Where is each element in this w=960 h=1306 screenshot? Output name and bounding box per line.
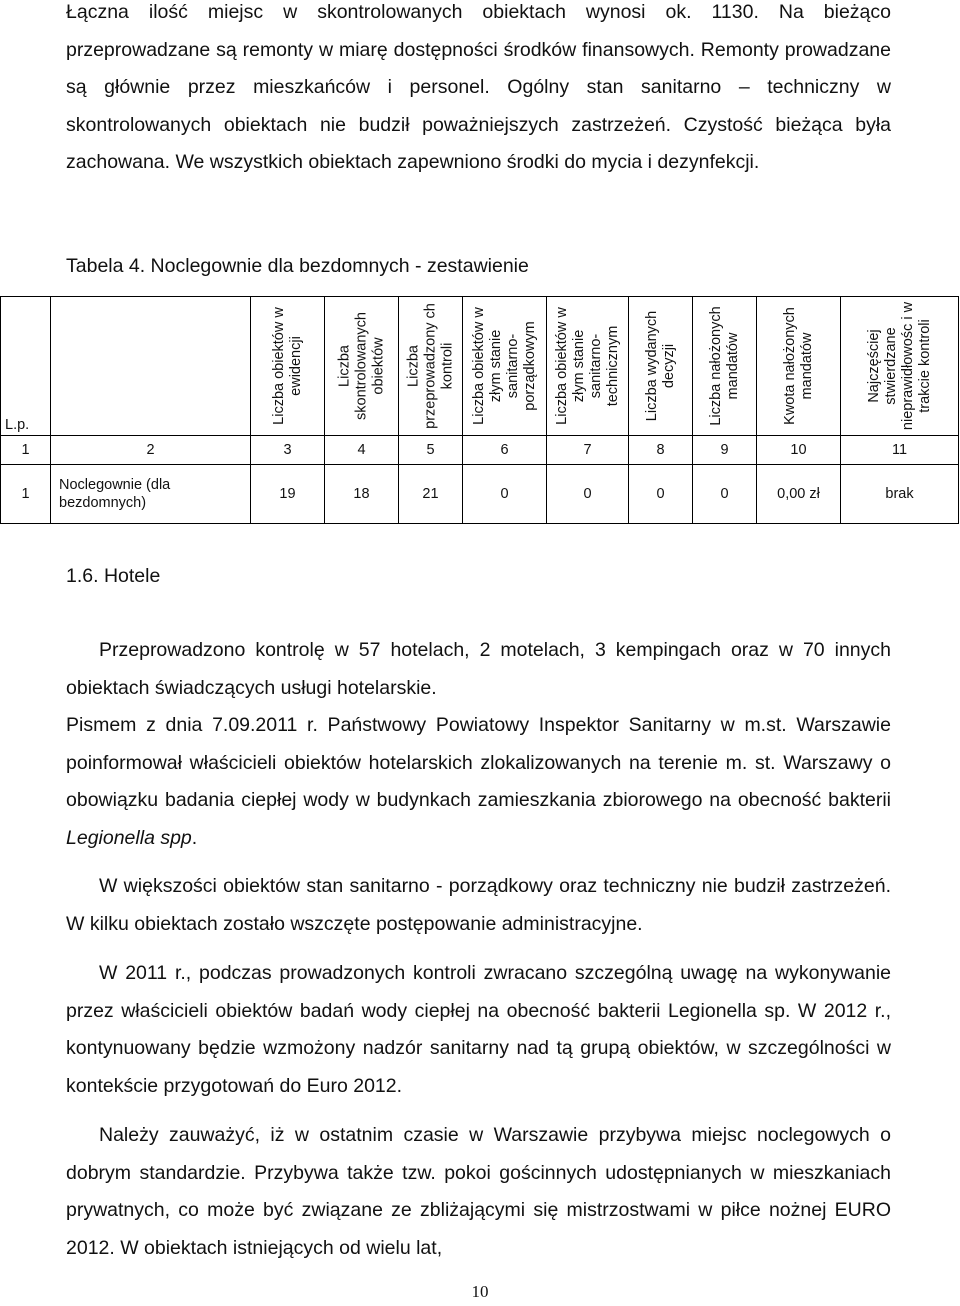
body-paragraph: W 2011 r., podczas prowadzonych kontroli zwracano szczególną uwagę na wykonywanie przez właścicieli obiektów badań wody ciepłej na obecność bakterii Legionella sp. W 2012 r., kontynuowany będzie wzmożony nadzór sanitarny nad tą grupą obiektów, w szczególności w kontekście przygotowań do Euro 2012.: [66, 962, 891, 1097]
column-number: 7: [547, 436, 629, 465]
header-cell: Liczba obiektów w złym stanie sanitarno-technicznym: [547, 297, 629, 436]
column-number: 3: [251, 436, 325, 465]
column-number: 10: [757, 436, 841, 465]
column-number: 2: [51, 436, 251, 465]
column-number: 8: [629, 436, 693, 465]
body-paragraph: Należy zauważyć, iż w ostatnim czasie w Warszawie przybywa miejsc noclegowych o dobrym standardzie. Przybywa także tzw. pokoi gościnnych udostępnianych w mieszkaniach prywatnych, co może być związane ze zbliżającymi się mistrzostwami w piłce nożnej EURO 2012. W obiektach istniejących od wielu lat,: [66, 1124, 891, 1259]
species-name: Legionella spp: [66, 826, 192, 849]
intro-paragraph: Łączna ilość miejsc w skontrolowanych obiektach wynosi ok. 1130. Na bieżąco przeprowadzane są remonty w miarę dostępności środków finansowych. Remonty prowadzane są głównie przez mieszkańców i personel. Ogólny stan sanitarno – techniczny w skontrolowanych obiektach nie budził poważniejszych zastrzeżeń. Czystość bieżąca była zachowana. We wszystkich obiektach zapewniono środki do mycia i dezynfekcji.: [66, 1, 891, 173]
header-cell: Liczba nałożonych mandatów: [693, 297, 757, 436]
column-number: 5: [399, 436, 463, 465]
table-cell: 18: [325, 465, 399, 524]
table-cell: 19: [251, 465, 325, 524]
header-name: [51, 297, 251, 436]
header-cell: Kwota nałożonych mandatów: [757, 297, 841, 436]
header-cell: Liczba obiektów w złym stanie sanitarno-porządkowym: [463, 297, 547, 436]
column-number: 1: [1, 436, 51, 465]
table-cell: brak: [841, 465, 959, 524]
body-paragraph: Przeprowadzono kontrolę w 57 hotelach, 2 motelach, 3 kempingach oraz w 70 innych obiektach świadczących usługi hotelarskie.: [66, 639, 891, 699]
header-cell: Liczba przeprowadzony ch kontroli: [399, 297, 463, 436]
table-cell: 21: [399, 465, 463, 524]
body-paragraph: W większości obiektów stan sanitarno - porządkowy oraz techniczny nie budził zastrzeżeń. W kilku obiektach zostało wszczęte postępowanie administracyjne.: [66, 875, 891, 935]
header-cell: Liczba skontrolowanych obiektów: [325, 297, 399, 436]
header-cell: Liczba obiektów w ewidencji: [251, 297, 325, 436]
table-cell: 0: [463, 465, 547, 524]
column-number: 4: [325, 436, 399, 465]
table-cell: 0: [629, 465, 693, 524]
section-heading: 1.6. Hotele: [66, 565, 161, 587]
table-cell: 0: [547, 465, 629, 524]
header-lp: L.p.: [1, 297, 51, 436]
column-number-row: [1, 436, 959, 465]
column-number: 9: [693, 436, 757, 465]
header-cell: Liczba wydanych decyzji: [629, 297, 693, 436]
body-paragraph: Pismem z dnia 7.09.2011 r. Państwowy Powiatowy Inspektor Sanitarny w m.st. Warszawie poinformował właścicieli obiektów hotelarskich zlokalizowanych na terenie m. st. Warszawy o obowiązku badania ciepłej wody w budynkach zamieszkania zbiorowego na obecność bakterii Legionella spp.: [66, 714, 891, 849]
column-number: 11: [841, 436, 959, 465]
table-row: [1, 465, 959, 524]
table-caption: Tabela 4. Noclegownie dla bezdomnych - zestawienie: [66, 255, 529, 277]
table-cell: 0,00 zł: [757, 465, 841, 524]
header-cell: Najczęściej stwierdzane nieprawidłowośc i w trakcie kontroli: [841, 297, 959, 436]
table-header-row: [1, 297, 959, 436]
table-cell: 1: [1, 465, 51, 524]
page-number: 10: [471, 1282, 489, 1301]
summary-table: [0, 296, 959, 524]
table-cell-name: Noclegownie (dla bezdomnych): [51, 465, 251, 524]
column-number: 6: [463, 436, 547, 465]
table-cell: 0: [693, 465, 757, 524]
